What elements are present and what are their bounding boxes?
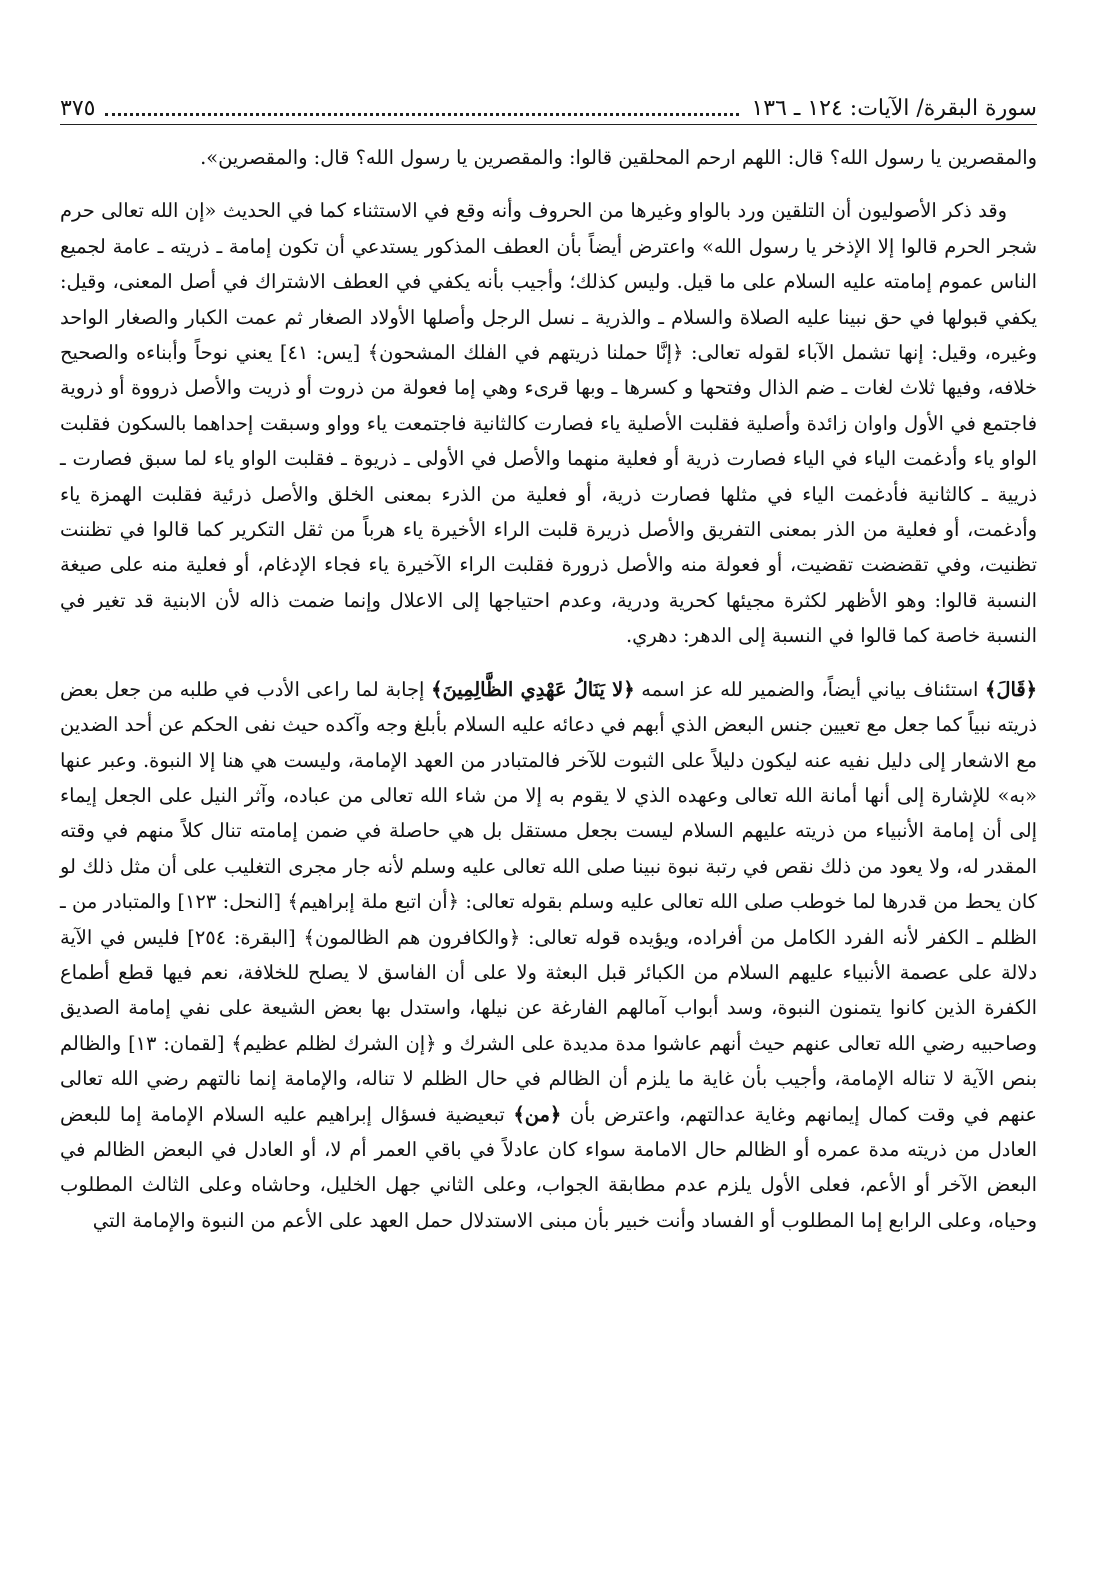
header-leader-dots xyxy=(105,113,739,116)
paragraph-2: وقد ذكر الأصوليون أن التلقين ورد بالواو وغيرها من الحروف وأنه وقع في الاستثناء كما في الحديث «إن الله تعالى حرم شجر الحرم قالوا إلا الإذخر يا رسول الله» واعترض أيضاً بأن العطف المذكور يستدعي أن تكون إمامة ـ ذريته ـ عامة لجميع الناس عموم إمامته عليه السلام على ما قيل. وليس كذلك؛ وأجيب بأنه يكفي في العطف الاشتراك في أصل المعنى، وقيل: يكفي قبولها في حق نبينا عليه الصلاة والسلام ـ والذرية ـ نسل الرجل وأصلها الأولاد الصغار ثم عمت الكبار والصغار الواحد وغيره، وقيل: إنها تشمل الآباء لقوله تعالى: ﴿إنَّا حملنا ذريتهم في الفلك المشحون﴾ [يس: ٤١] يعني نوحاً وأبناءه والصحيح خلافه، وفيها ثلاث لغات ـ ضم الذال وفتحها و كسرها ـ وبها قرىء وهي إما فعولة من ذروت أو ذريت والأصل ذرووة أو ذروية فاجتمع في الأول واوان زائدة وأصلية فقلبت الأصلية ياء فصارت كالثانية فاجتمعت ياء وواو وسبقت إحداهما بالسكون فقلبت الواو ياء وأدغمت الياء في الياء فصارت ذرية أو فعلية منهما والأصل في الأولى ـ ذريوة ـ فقلبت الواو ياء لما سبق فصارت ـ ذريية ـ كالثانية فأدغمت الياء في مثلها فصارت ذرية، أو فعلية من الذرء بمعنى الخلق والأصل ذرئية فقلبت الهمزة ياء وأدغمت، أو فعلية من الذر بمعنى التفريق والأصل ذريرة قلبت الراء الأخيرة ياء هرباً من ثقل التكرير كما قالوا في تظننت تظنيت، وفي تقضضت تقضيت، أو فعولة منه والأصل ذرورة فقلبت الراء الآخيرة ياء فجاء الإدغام، أو فعلية منه على صيغة النسبة قالوا: وهو الأظهر لكثرة مجيئها كحرية ودرية، وعدم احتياجها إلى الاعلال وإنما ضمت ذاله لأن الابنية قد تغير في النسبة خاصة كما قالوا في النسبة إلى الدهر: دهري. xyxy=(60,199,1038,648)
quran-word-min: ﴿من﴾ xyxy=(513,1102,562,1126)
paragraph-3-body: إجابة لما راعى الأدب في طلبه من جعل بعض ذريته نبياً كما جعل مع تعيين جنس البعض الذي أبهم في دعائه عليه السلام بأبلغ وجه وآكده حيث نفى الحكم عن أحد الضدين مع الاشعار إلى دليل نفيه عنه ليكون دليلاً على الثبوت للآخر فالمتبادر من العهد الإمامة، وليست هي هنا إلا النبوة. وعبر عنها «به» للإشارة إلى أنها أمانة الله تعالى وعهده الذي لا يقوم به إلا من شاء الله تعالى من عباده، وآثر النيل على الجعل إيماء إلى أن إمامة الأنبياء من ذريته عليهم السلام ليست بجعل مستقل بل هي حاصلة في ضمن إمامته تنال كلاً منهم في وقته المقدر له، ولا يعود من ذلك نقص في رتبة نبوة نبينا صلى الله تعالى عليه وسلم لأنه جار مجرى التغليب على أن مثل ذلك لو كان يحط من قدرها لما خوطب صلى الله تعالى عليه وسلم بقوله تعالى: ﴿أن اتبع ملة إبراهيم﴾ [النحل: ١٢٣] والمتبادر من ـ الظلم ـ الكفر لأنه الفرد الكامل من أفراده، ويؤيده قوله تعالى: ﴿والكافرون هم الظالمون﴾ [البقرة: ٢٥٤] فليس في الآية دلالة على عصمة الأنبياء عليهم السلام من الكبائر قبل البعثة ولا على أن الفاسق لا يصلح للخلافة، نعم فيها قطع أطماع الكفرة الذين كانوا يتمنون النبوة، وسد أبواب آمالهم الفارغة عن نيلها، واستدل بها بعض الشيعة على نفي إمامة الصديق وصاحبيه رضي الله تعالى عنهم حيث أنهم عاشوا مدة مديدة على الشرك و ﴿إن الشرك لظلم عظيم﴾ [لقمان: ١٣] والظالم بنص الآية لا تناله الإمامة، وأجيب بأن غاية ما يلزم أن الظالم في حال الظلم لا تناله، والإمامة إنما نالتهم رضي الله تعالى عنهم في وقت كمال إيمانهم وغاية عدالتهم، واعترض بأن xyxy=(60,677,1038,1126)
page-number: ٣٧٥ xyxy=(60,96,96,121)
quran-ayah: ﴿لا يَنَالُ عَهْدِي الظَّالِمِينَ﴾ xyxy=(431,677,635,701)
running-header xyxy=(60,84,1037,125)
paragraph-3-tail: تبعيضية فسؤال إبراهيم عليه السلام الإمامة إما للبعض العادل من ذريته مدة عمره أو الظالم حال الامامة سواء كان عادلاً في باقي العمر أم لا، أو العادل في البعض الظالم في البعض الآخر أو الأعم، فعلى الأول يلزم عدم مطابقة الجواب، وعلى الثاني جهل الخليل، وحاشاه وعلى الثالث المطلوب وحياه، وعلى الرابع إما المطلوب أو الفساد وأنت خبير بأن مبنى الاستدلال حمل العهد على الأعم من النبوة والإمامة التي xyxy=(60,1102,1037,1232)
paragraph-1: والمقصرين يا رسول الله؟ قال: اللهم ارحم المحلقين قالوا: والمقصرين يا رسول الله؟ قال: والمقصرين». xyxy=(200,146,1037,169)
body-text xyxy=(60,140,1037,1238)
paragraph-3 xyxy=(60,672,1037,1239)
quran-word-qala: ﴿قَالَ﴾ xyxy=(985,677,1038,701)
header-title: سورة البقرة/ الآيات: ١٢٤ ـ ١٣٦ xyxy=(751,96,1037,121)
paragraph-3-intro: استئناف بياني أيضاً، والضمير لله عز اسمه xyxy=(634,677,986,701)
